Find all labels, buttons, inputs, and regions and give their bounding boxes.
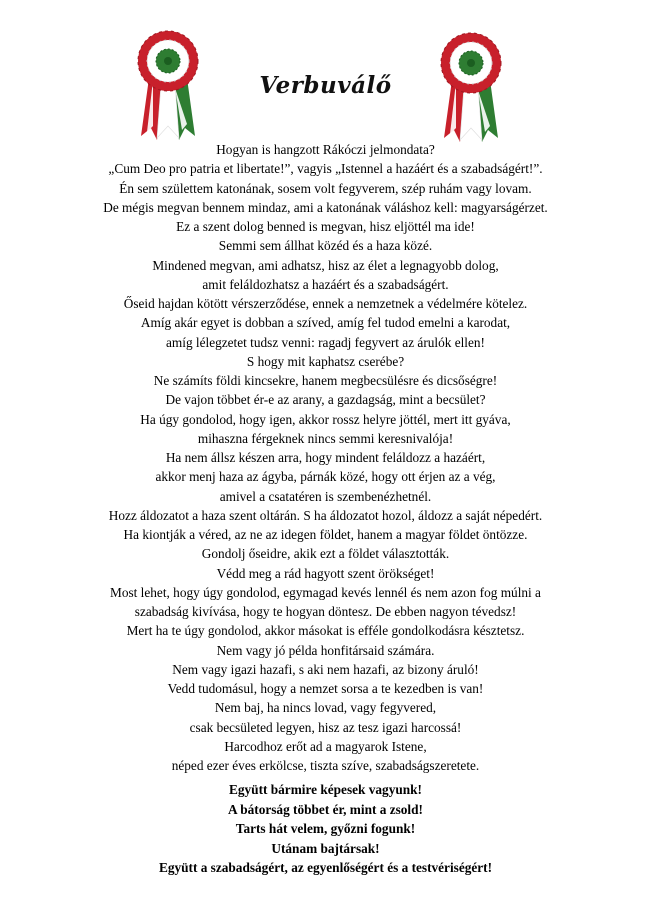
poem-line: Nem baj, ha nincs lovad, vagy fegyvered, — [214, 700, 437, 716]
poem-line: Ha kiontják a véred, az ne az idegen földet, hanem a magyar földet öntözze. — [123, 527, 528, 542]
poem-line: Ha nem állsz készen arra, hogy mindent feláldozz a hazáért, — [165, 450, 486, 465]
poem-line: Védd meg a rád hagyott szent örökséget! — [216, 565, 435, 581]
chorus-line: Tarts hát velem, győzni fogunk! — [235, 821, 416, 836]
chorus-line: Utánam bajtársak! — [271, 840, 380, 856]
poem-line: Hogyan is hangzott Rákóczi jelmondata? — [216, 142, 435, 157]
poem-line: Őseid hajdan kötött vérszerződése, ennek a nemzetnek a védelmére kötelez. — [123, 296, 528, 311]
poem-line: Semmi sem állhat közéd és a haza közé. — [218, 238, 433, 254]
poem-line: néped ezer éves erkölcse, tiszta szíve, szabadságszeretete. — [171, 758, 480, 773]
poem-line: Hozz áldozatot a haza szent oltárán. S ha áldozatot hozol, áldozz a saját népedért. — [108, 507, 543, 523]
poem-line: Vedd tudomásul, hogy a nemzet sorsa a te kezedben is van! — [167, 681, 484, 696]
poem-line: Mert ha te úgy gondolod, akkor másokat is efféle gondolkodásra késztetsz. — [126, 623, 525, 639]
poem-line: amivel a csatatéren is szembenézhetnél. — [219, 488, 432, 504]
poem-line: Most lehet, hogy úgy gondolod, egymagad kevés lennél és nem azon fog múlni a — [110, 584, 541, 600]
poem-line: Nem vagy jó példa honfitársaid számára. — [216, 642, 435, 658]
poem-line: amíg lélegzetet tudsz venni: ragadj fegyvert az árulók ellen! — [166, 334, 485, 350]
poem-line: akkor menj haza az ágyba, párnák közé, hogy ott érjen az a vég, — [155, 469, 496, 485]
poem-line: „Cum Deo pro patria et libertate!”, vagyis „Istennel a hazáért és a szabadságért!”. — [108, 161, 543, 177]
poem-line: Én sem születtem katonának, sosem volt fegyverem, szép ruhám vagy lovam. — [119, 180, 532, 196]
page-title: Verbuválő — [259, 72, 392, 99]
poem-line: Mindened megvan, ami adhatsz, hisz az élet a legnagyobb dolog, — [152, 257, 499, 273]
poem-line: Gondolj őseidre, akik ezt a földet választották. — [201, 546, 450, 562]
poem-line: Ha úgy gondolod, hogy igen, akkor rossz helyre jöttél, mert itt gyáva, — [140, 411, 511, 427]
poem-line: csak becsületed legyen, hisz az tesz igazi harcossá! — [189, 719, 462, 735]
poem-line: szabadság kivívása, hogy te hogyan döntesz. De ebben nagyon tévedsz! — [134, 604, 517, 619]
poem-line: De vajon többet ér-e az arany, a gazdagság, mint a becsület? — [165, 392, 486, 408]
poem-line: Harcodhoz erőt ad a magyarok Istene, — [224, 738, 427, 754]
poem-line: Ne számíts földi kincsekre, hanem megbecsülésre és dicsőségre! — [153, 373, 498, 388]
closing-stanza — [0, 780, 651, 878]
chorus-line: Együtt bármire képesek vagyunk! — [229, 782, 422, 797]
poem-line: S hogy mit kaphatsz cserébe? — [246, 353, 405, 369]
poem-line: amit feláldozhatsz a hazáért és a szabadságért. — [202, 276, 449, 292]
poem-line: mihaszna férgeknek nincs semmi keresnivalója! — [197, 430, 454, 446]
poem-line: Ez a szent dolog benned is megvan, hisz eljöttél ma ide! — [176, 219, 475, 234]
poem-line: Nem vagy igazi hazafi, s aki nem hazafi, az bizony áruló! — [172, 661, 479, 677]
chorus-line: Együtt a szabadságért, az egyenlőségért és a testvériségért! — [158, 860, 493, 875]
poem-line: De mégis megvan bennem mindaz, ami a katonának váláshoz kell: magyarságérzet. — [103, 199, 548, 215]
poem-line: Amíg akár egyet is dobban a szíved, amíg fel tudod emelni a karodat, — [140, 315, 511, 331]
poem-body — [0, 140, 651, 775]
chorus-line: A bátorság többet ér, mint a zsold! — [228, 801, 423, 817]
